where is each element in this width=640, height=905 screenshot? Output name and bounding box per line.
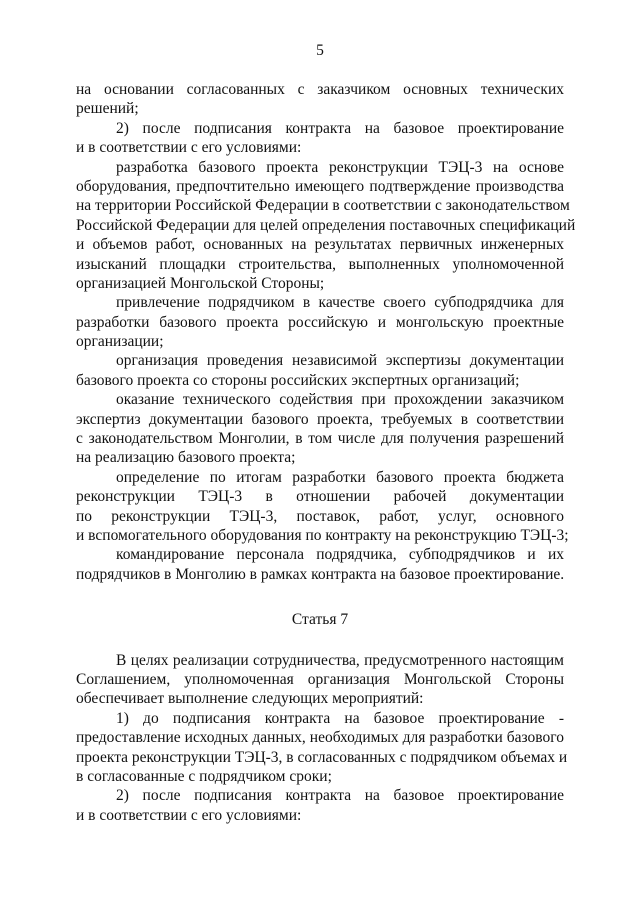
text-line: организацией Монгольской Стороны; xyxy=(76,274,325,292)
paragraph xyxy=(76,80,564,119)
paragraph xyxy=(76,351,564,390)
page-number: 5 xyxy=(316,42,324,59)
text-line: разработки базового проекта российскую и монгольскую проектные xyxy=(76,313,564,331)
text-line: командирование персонала подрядчика, субподрядчиков и их xyxy=(116,546,564,564)
text-line: на реализацию базового проекта; xyxy=(76,449,296,467)
text-line: и вспомогательного оборудования по контракту на реконструкцию ТЭЦ-3; xyxy=(76,526,569,544)
text-line: организация проведения независимой экспертизы документации xyxy=(116,352,564,370)
text-line: 2) после подписания контракта на базовое проектирование xyxy=(116,787,564,805)
text-line: привлечение подрядчиком в качестве своего субподрядчика для xyxy=(116,294,564,312)
text-line: оборудования, предпочтительно имеющего подтверждение производства xyxy=(76,177,564,195)
article-heading: Статья 7 xyxy=(291,611,349,629)
text-line: и объемов работ, основанных на результатах первичных инженерных xyxy=(76,236,564,254)
text-line: 2) после подписания контракта на базовое проектирование xyxy=(116,119,564,137)
document-body xyxy=(76,80,576,825)
paragraph xyxy=(76,651,564,709)
text-line: разработка базового проекта реконструкции ТЭЦ-3 на основе xyxy=(116,158,564,176)
text-line: подрядчиков в Монголию в рамках контракта на базовое проектирование. xyxy=(76,565,565,583)
text-line: определение по итогам разработки базового проекта бюджета xyxy=(116,468,564,486)
text-line: решений; xyxy=(76,100,139,118)
text-line: 1) до подписания контракта на базовое проектирование - xyxy=(116,709,564,727)
paragraph xyxy=(76,786,564,825)
text-line: Российской Федерации для целей определения поставочных спецификаций xyxy=(76,216,576,234)
paragraph xyxy=(76,390,564,468)
text-line: обеспечивает выполнение следующих мероприятий: xyxy=(76,690,424,708)
text-line: и в соответствии с его условиями: xyxy=(76,139,302,157)
paragraph xyxy=(76,158,576,294)
text-line: В целях реализации сотрудничества, предусмотренного настоящим xyxy=(116,651,564,669)
text-line: оказание технического содействия при прохождении заказчиком xyxy=(116,391,564,409)
text-line: экспертиз документации базового проекта, требуемых в соответствии xyxy=(76,410,564,428)
text-line: на основании согласованных с заказчиком основных технических xyxy=(76,81,564,98)
text-line: изысканий площадки строительства, выполненных уполномоченной xyxy=(76,255,564,273)
text-line: на территории Российской Федерации в соответствии с законодательством xyxy=(76,197,570,215)
text-line: проекта реконструкции ТЭЦ-3, в согласованных с подрядчиком объемах и xyxy=(76,748,568,766)
paragraph xyxy=(76,468,569,546)
text-line: в согласованные с подрядчиком сроки; xyxy=(76,767,332,785)
text-line: организации; xyxy=(76,333,164,351)
text-line: предоставление исходных данных, необходимых для разработки базового xyxy=(76,729,564,747)
paragraph xyxy=(76,293,564,351)
paragraph xyxy=(76,119,564,158)
paragraph xyxy=(76,545,564,584)
text-line: Соглашением, уполномоченная организация Монгольской Стороны xyxy=(76,670,564,688)
text-line: с законодательством Монголии, в том числе для получения разрешений xyxy=(76,430,564,448)
article-6-continuation xyxy=(76,80,576,584)
paragraph xyxy=(76,709,568,787)
text-line: по реконструкции ТЭЦ-3, поставок, работ, услуг, основного xyxy=(76,507,564,525)
text-line: реконструкции ТЭЦ-3 в отношении рабочей документации xyxy=(76,488,564,506)
text-line: базового проекта со стороны российских экспертных организаций; xyxy=(76,371,520,389)
text-line: и в соответствии с его условиями: xyxy=(76,806,302,824)
article-7-body xyxy=(76,651,568,826)
